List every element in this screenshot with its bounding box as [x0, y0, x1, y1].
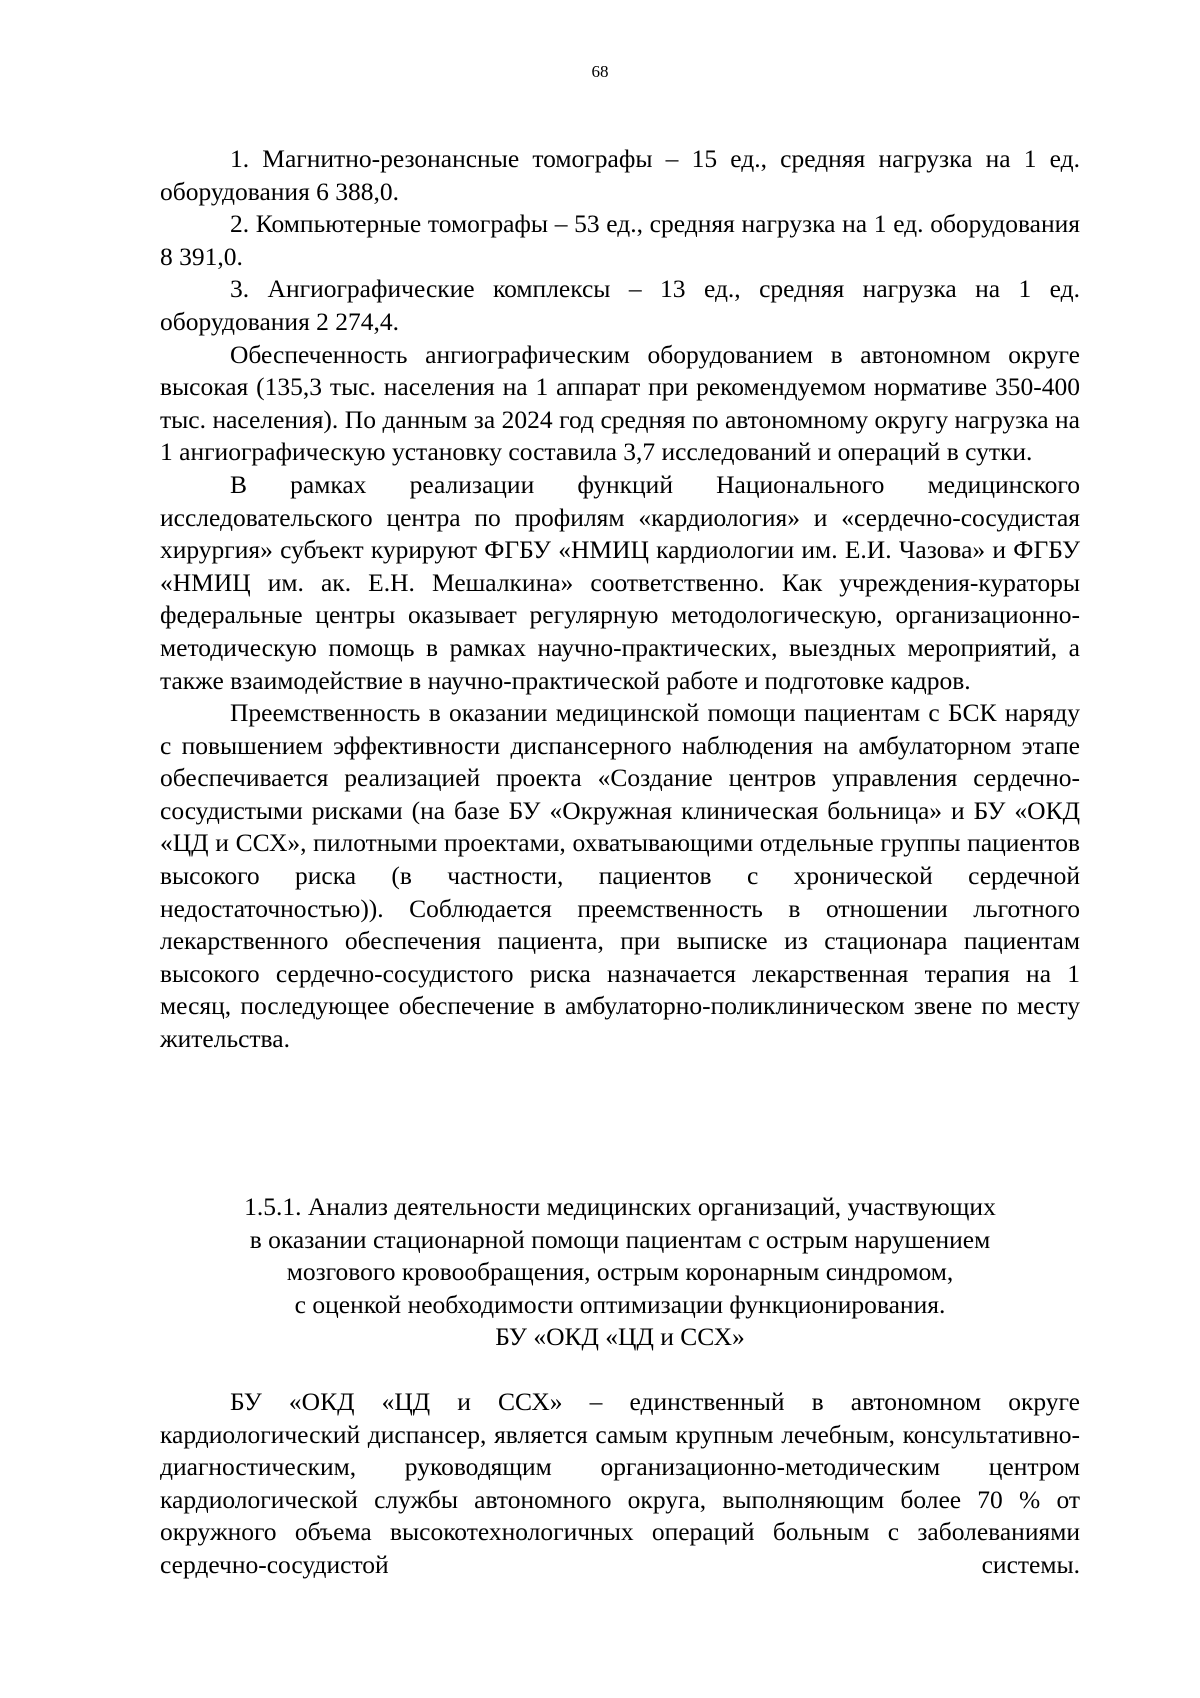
list-item-mri: 1. Магнитно-резонансные томографы – 15 ед., средняя нагрузка на 1 ед. оборудования 6 388,0. — [160, 144, 1080, 206]
section-heading — [160, 1191, 1080, 1354]
page-number: 68 — [591, 62, 609, 81]
section-heading-line: мозгового кровообращения, острым коронарным синдромом, — [286, 1257, 954, 1287]
paragraph-continuity-of-care: Преемственность в оказании медицинской помощи пациентам с БСК наряду с повышением эффективности диспансерного наблюдения на амбулаторном этапе обеспечивается реализацией проекта «Создание центров управления сердечно-сосудистыми рисками (на базе БУ «Окружная клиническая больница» и БУ «ОКД «ЦД и ССХ», пилотными проектами, охватывающими отдельные группы пациентов высокого риска (в частности, пациентов с хронической сердечной недостаточностью)). Соблюдается преемственность в отношении льготного лекарственного обеспечения пациента, при выписке из стационара пациентам высокого сердечно-сосудистого риска назначается лекарственная терапия на 1 месяц, последующее обеспечение в амбулаторно-поликлиническом звене по месту жительства. — [160, 698, 1080, 1054]
body-text-continued — [160, 1386, 1080, 1582]
section-heading-line: БУ «ОКД «ЦД и ССХ» — [495, 1322, 745, 1352]
paragraph-cardiology-dispensary: БУ «ОКД «ЦД и ССХ» – единственный в автономном округе кардиологический диспансер, является самым крупным лечебным, консультативно-диагностическим, руководящим организационно-методическим центром кардиологической службы автономного округа, выполняющим более 70 % от окружного объема высокотехнологичных операций больным с заболеваниями сердечно-сосудистой системы. — [160, 1387, 1080, 1579]
paragraph-angiography-provision: Обеспеченность ангиографическим оборудованием в автономном округе высокая (135,3 тыс. населения на 1 аппарат при рекомендуемом нормативе 350-400 тыс. населения). По данным за 2024 год средняя по автономному округу нагрузка на 1 ангиографическую установку составила 3,7 исследований и операций в сутки. — [160, 339, 1080, 467]
section-heading-line: в оказании стационарной помощи пациентам с острым нарушением — [249, 1224, 991, 1254]
section-heading-line: 1.5.1. Анализ деятельности медицинских организаций, участвующих — [244, 1192, 996, 1221]
section-heading-line: с оценкой необходимости оптимизации функционирования. — [294, 1289, 946, 1319]
list-item-ct: 2. Компьютерные томографы – 53 ед., средняя нагрузка на 1 ед. оборудования 8 391,0. — [160, 209, 1080, 271]
body-text — [160, 143, 1080, 1056]
list-item-angiography: 3. Ангиографические комплексы – 13 ед., средняя нагрузка на 1 ед. оборудования 2 274,4. — [160, 274, 1080, 336]
paragraph-national-centers: В рамках реализации функций Национального медицинского исследовательского центра по профилям «кардиология» и «сердечно-сосудистая хирургия» субъект курируют ФГБУ «НМИЦ кардиологии им. Е.И. Чазова» и ФГБУ «НМИЦ им. ак. Е.Н. Мешалкина» соответственно. Как учреждения-кураторы федеральные центры оказывает регулярную методологическую, организационно-методическую помощь в рамках научно-практических, выездных мероприятий, а также взаимодействие в научно-практической работе и подготовке кадров. — [160, 469, 1080, 695]
